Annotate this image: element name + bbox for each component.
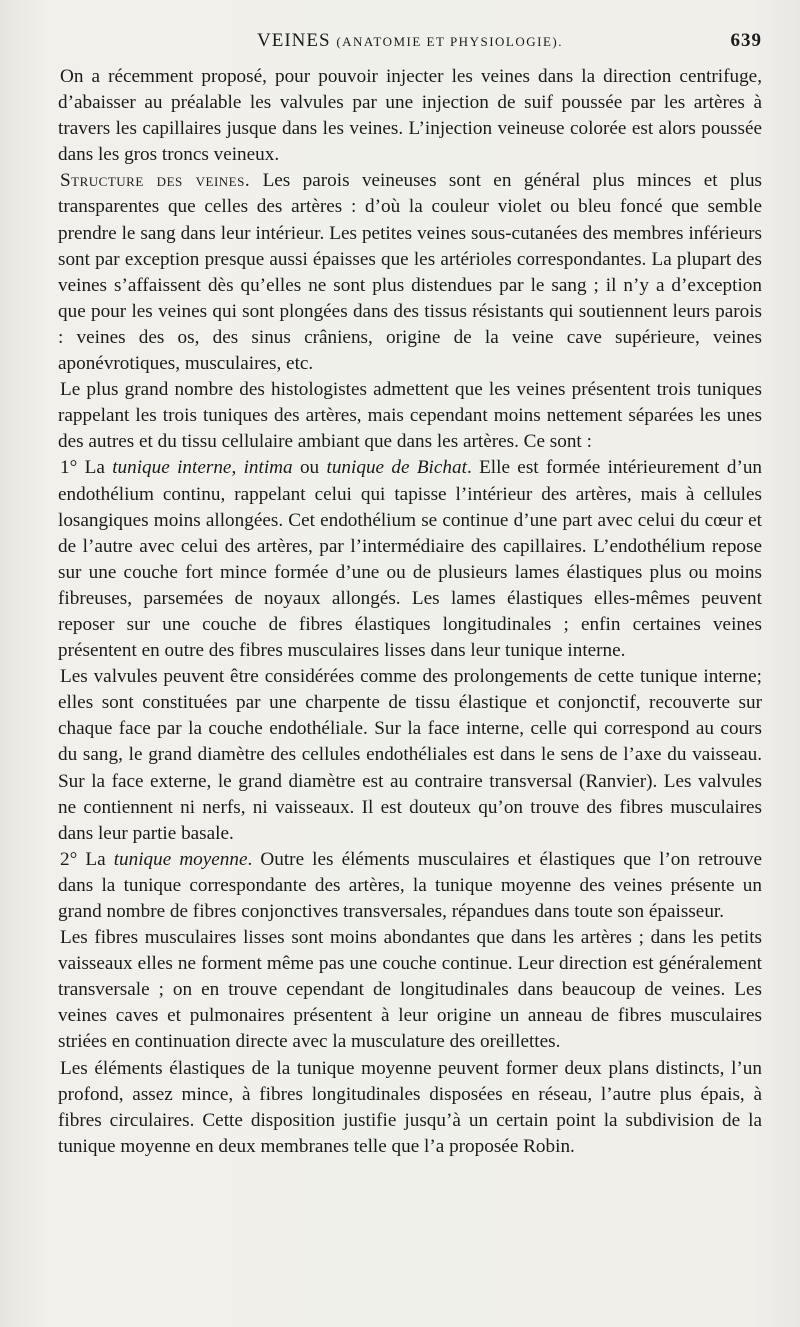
paragraph-text: . Outre les éléments musculaires et élastiques que l’on retrouve dans la tunique correspondante des artères, la tunique moyenne des veines présente un grand nombre de fibres conjonctives transversales, répandues dans toute son épaisseur.	[58, 848, 762, 922]
paragraph-text: Le plus grand nombre des histologistes admettent que les veines présentent trois tuniques rappelant les trois tuniques des artères, mais cependant moins nettement séparées les unes des autres et du tissu cellulaire ambiant que dans les artères. Ce sont :	[58, 379, 762, 453]
separator: ou	[292, 457, 320, 479]
paragraph-text: Les éléments élastiques de la tunique moyenne peuvent former deux plans distincts, l’un profond, assez mince, à fibres longitudinales disposées en réseau, l’autre plus épais, à fibres circulaires. Cette disposition justifie jusqu’à un certain point la subdivision de la tunique moyenne en deux membranes telle que l’a proposée Robin.	[58, 1057, 762, 1157]
running-header	[58, 30, 762, 64]
paragraph-fibres-musculaires	[58, 925, 762, 1055]
paragraph-text: On a récemment proposé, pour pouvoir injecter les veines dans la direction centrifuge, d’abaisser au préalable les valvules par une injection de suif poussée par les artères à travers les capillaires jusque dans les veines. L’injection veineuse colorée est alors poussée dans les gros troncs veineux.	[58, 66, 762, 166]
body-text	[58, 64, 762, 1160]
term-tunique-de-bichat: tunique de Bichat	[326, 457, 467, 479]
paragraph-injection	[58, 64, 762, 168]
paragraph-tunique-interne	[58, 455, 762, 664]
paragraph-text: Les fibres musculaires lisses sont moins abondantes que dans les artères ; dans les petits vaisseaux elles ne forment même pas une couche continue. Leur direction est généralement transversale ; on en trouve cependant de longitudinales dans beaucoup de veines. Les veines caves et pulmonaires présentent à leur origine un anneau de fibres musculaires striées en continuation directe avec la musculature des oreillettes.	[58, 927, 762, 1053]
list-number: 1° La	[60, 457, 105, 479]
running-title	[257, 30, 563, 52]
paragraph-elements-elastiques	[58, 1056, 762, 1160]
paragraph-text: . Elle est formée intérieurement d’un endothélium continu, rappelant celui qui tapisse l’intérieur des artères, mais à cellules losangiques moins allongées. Cet endothélium se continue d’une part avec celui du cœur et de l’autre avec celui des artères, par l’intermédiaire des capillaires. L’endothélium repose sur une couche fort mince formée d’une ou de plusieurs lames élastiques plus ou moins fibreuses, parsemées de noyaux allongés. Les lames élastiques elles-mêmes peuvent reposer sur une couche de fibres élastiques longitudinales ; enfin certaines veines présentent en outre des fibres musculaires lisses dans leur tunique interne.	[58, 457, 763, 662]
section-lead: Structure des veines.	[60, 170, 251, 192]
page-number: 639	[730, 30, 762, 51]
term-tunique-interne: tunique interne	[112, 457, 232, 479]
list-number: 2° La	[60, 848, 106, 870]
term-tunique-moyenne: tunique moyenne	[113, 848, 248, 870]
paragraph-valvules	[58, 664, 762, 847]
running-title-sub: (ANATOMIE ET PHYSIOLOGIE).	[336, 34, 563, 49]
separator: ,	[231, 457, 237, 479]
running-title-main: VEINES	[257, 30, 331, 51]
paragraph-text: Les parois veineuses sont en général plus minces et plus transparentes que celles des artères : d’où la couleur violet ou bleu foncé que semble prendre le sang dans leur intérieur. Les petites veines sous-cutanées des membres inférieurs sont par exception presque aussi épaisses que les artérioles correspondantes. La plupart des veines s’affaissent dès qu’elles ne sont plus distendues par le sang ; il n’y a d’exception que pour les veines qui sont plongées dans des tissus résistants qui soutiennent leurs parois : veines des os, des sinus crâniens, origine de la veine cave supérieure, veines aponévrotiques, musculaires, etc.	[58, 170, 763, 375]
term-intima: intima	[243, 457, 293, 479]
paragraph-histology	[58, 377, 762, 455]
paragraph-text: Les valvules peuvent être considérées comme des prolongements de cette tunique interne; elles sont constituées par une charpente de tissu élastique et conjonctif, recouverte sur chaque face par la couche endothéliale. Sur la face interne, celle qui correspond au cours du sang, le grand diamètre des cellules endothéliales est dans le sens de l’axe du vaisseau. Sur la face externe, le grand diamètre est au contraire transversal (Ranvier). Les valvules ne contiennent ni nerfs, ni vaisseaux. Il est douteux qu’on trouve des fibres musculaires dans leur partie basale.	[58, 666, 762, 844]
paragraph-tunique-moyenne	[58, 847, 762, 925]
paragraph-structure	[58, 168, 762, 377]
